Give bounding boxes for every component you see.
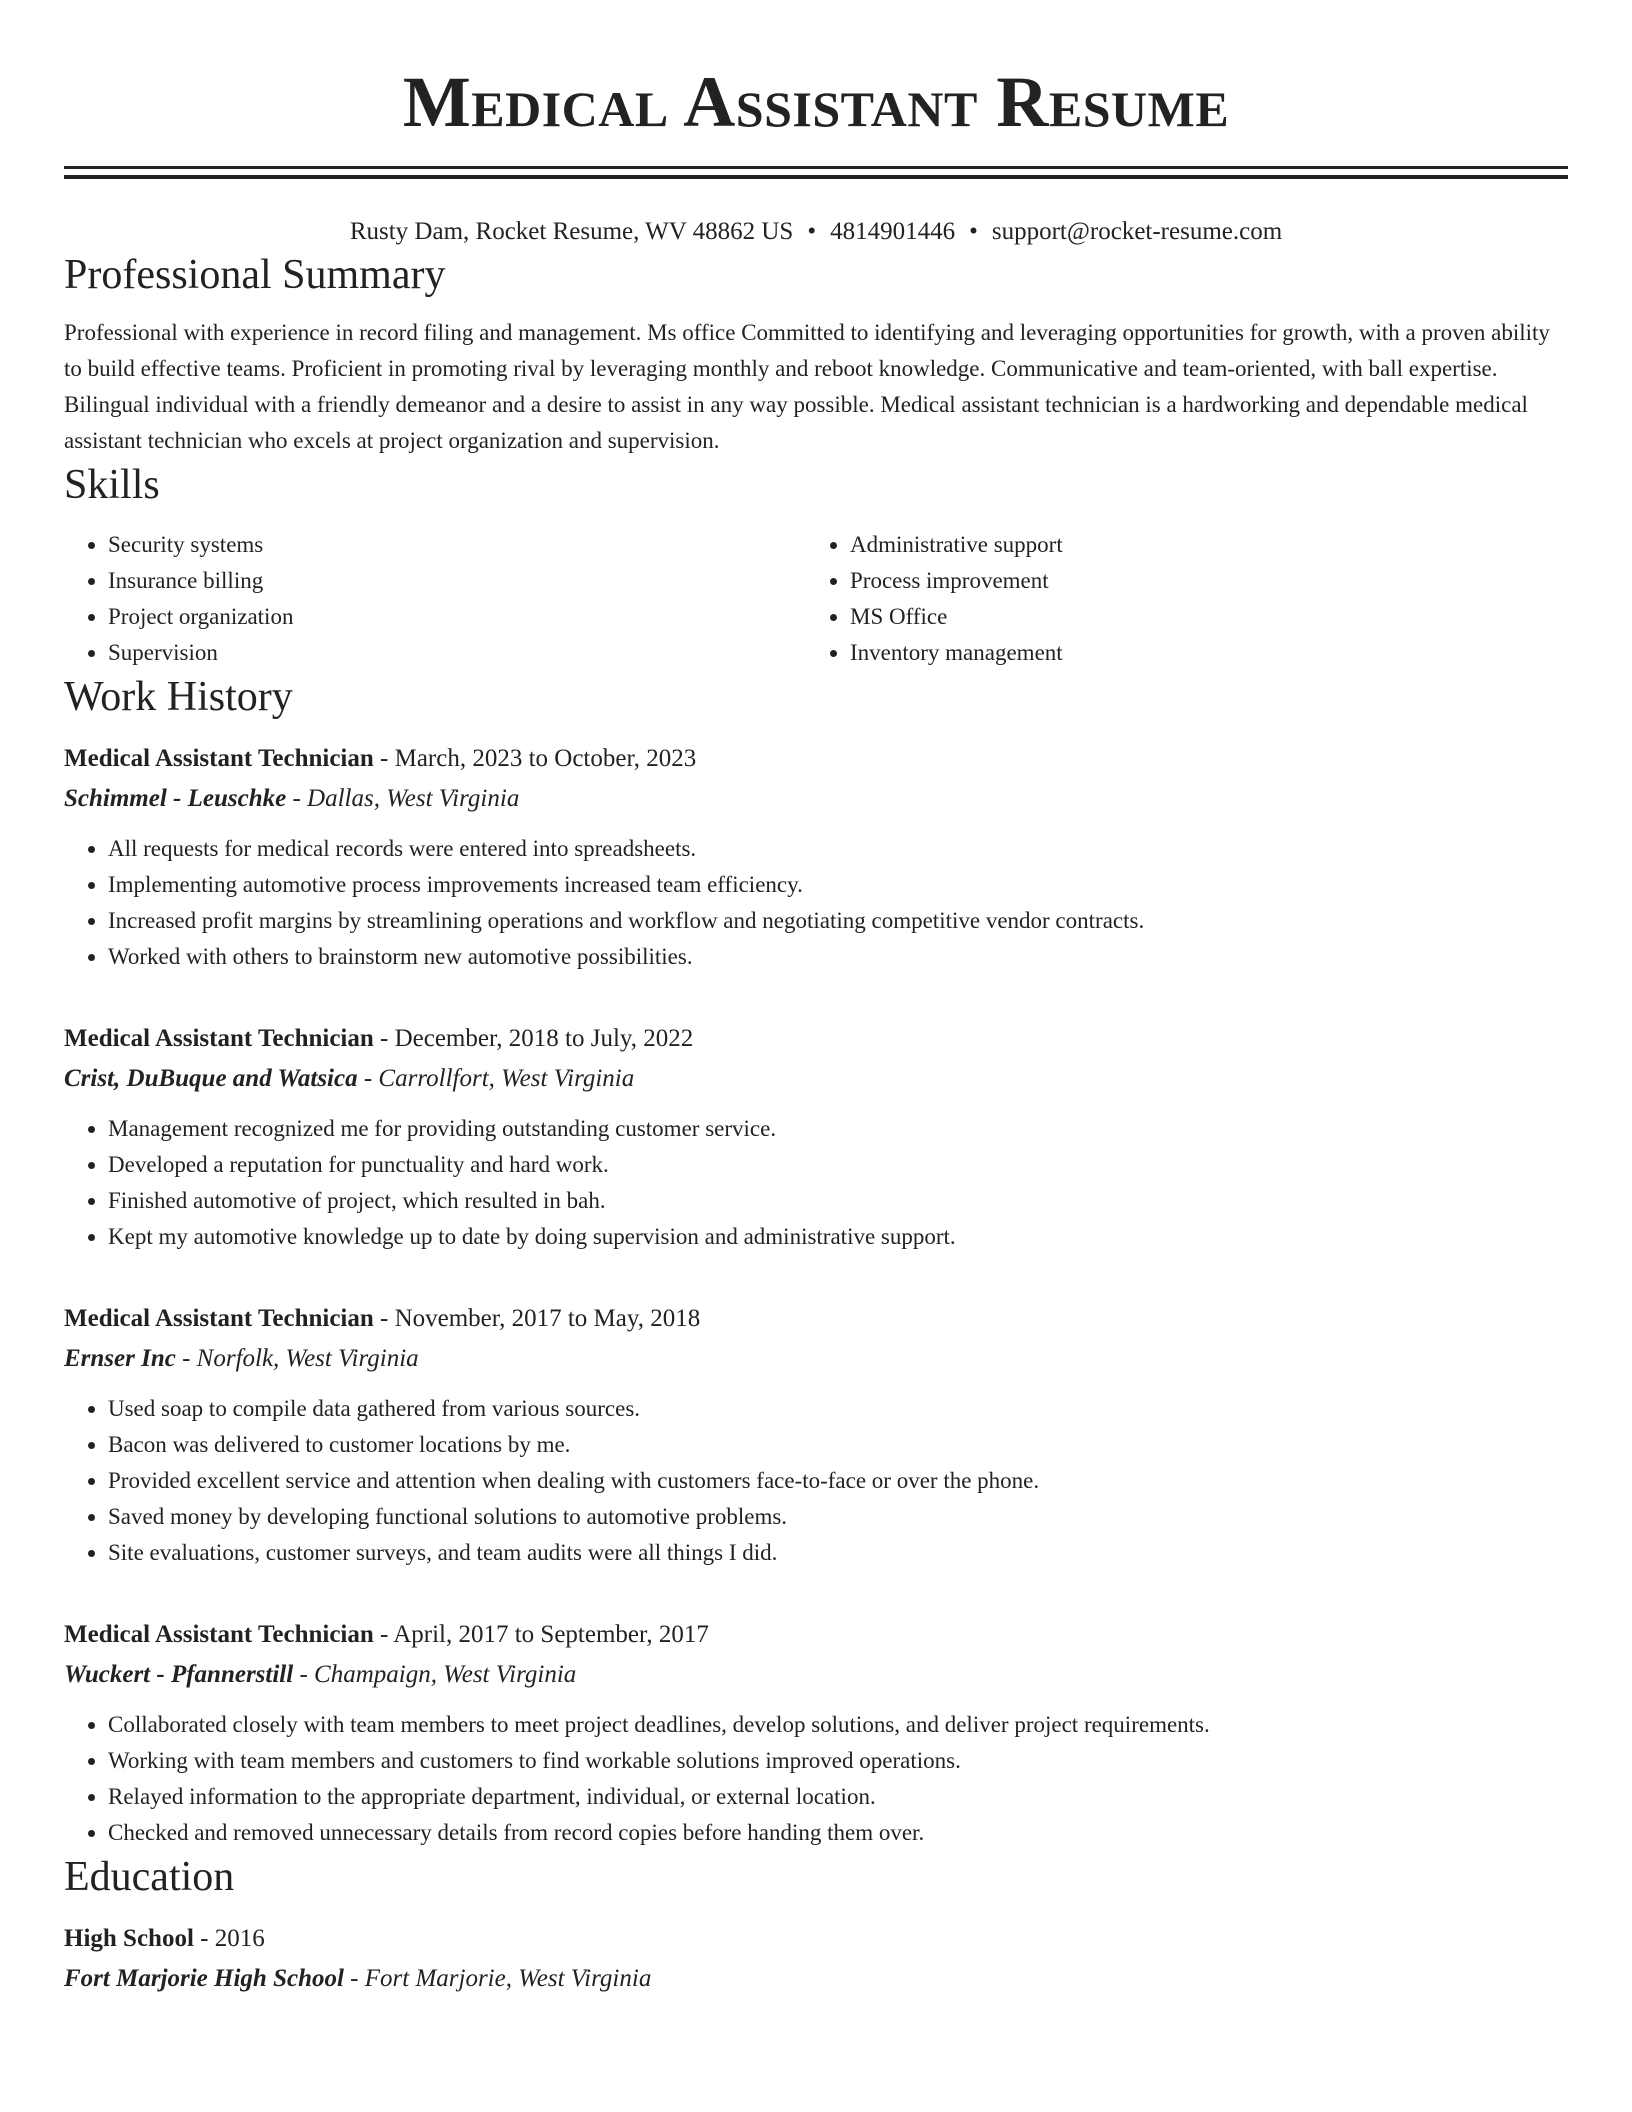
job-bullet: • Implementing automotive process improvements increased team efficiency. <box>108 867 1568 903</box>
contact-address: Rusty Dam, Rocket Resume, WV 48862 US <box>349 218 794 245</box>
skills-columns <box>64 527 1568 671</box>
job-title-line <box>64 1019 1568 1059</box>
job-title-line <box>64 1299 1568 1339</box>
job-title: Medical Assistant Technician <box>64 1305 374 1332</box>
summary-text: Professional with experience in record filing and management. Ms office Committed to identifying and leveraging opportunities for growth, with a proven ability to build effective teams. Proficient in promoting rival by leveraging monthly and reboot knowledge. Communicative and team-oriented, with ball expertise. Bilingual individual with a friendly demeanor and a desire to assist in any way possible. Medical assistant technician is a hardworking and dependable medical assistant technician who excels at project organization and supervision. <box>64 320 1550 453</box>
summary-heading: Professional Summary <box>64 252 446 298</box>
contact-email[interactable]: support@rocket-resume.com <box>991 218 1283 245</box>
job-company: Wuckert - Pfannerstill <box>64 1661 294 1688</box>
job-title-line <box>64 739 1568 779</box>
skill-item: • Insurance billing <box>108 563 806 599</box>
job-location: - Norfolk, West Virginia <box>175 1345 419 1372</box>
job-dates: - March, 2023 to October, 2023 <box>373 745 697 772</box>
job-bullet: • All requests for medical records were entered into spreadsheets. <box>108 831 1568 867</box>
skill-item: • Inventory management <box>850 635 1548 671</box>
job-location: - Champaign, West Virginia <box>293 1661 577 1688</box>
job-bullet: • Site evaluations, customer surveys, and team audits were all things I did. <box>108 1535 1568 1571</box>
skills-list-right <box>806 527 1548 671</box>
job-bullet: • Checked and removed unnecessary details from record copies before handing them over. <box>108 1815 1568 1851</box>
job-title: Medical Assistant Technician <box>64 1025 374 1052</box>
skill-item: • Supervision <box>108 635 806 671</box>
job-company: Ernser Inc <box>64 1345 176 1372</box>
education-heading: Education <box>64 1854 235 1900</box>
job-dates: - December, 2018 to July, 2022 <box>373 1025 694 1052</box>
job-bullets <box>64 1707 1568 1851</box>
job-bullet: • Collaborated closely with team members to meet project deadlines, develop solutions, and deliver project requirements. <box>108 1707 1568 1743</box>
job-bullets <box>64 831 1568 975</box>
contact-separator: • <box>969 218 978 245</box>
education-location: - Fort Marjorie, West Virginia <box>343 1965 652 1992</box>
job-company: Crist, DuBuque and Watsica <box>64 1065 358 1092</box>
job-bullet: • Bacon was delivered to customer locations by me. <box>108 1427 1568 1463</box>
job-bullet: • Finished automotive of project, which resulted in bah. <box>108 1183 1568 1219</box>
title-rule-bottom <box>64 175 1568 179</box>
title-rule-top <box>64 166 1568 169</box>
job-company-line <box>64 1655 1568 1695</box>
skill-item: • Administrative support <box>850 527 1548 563</box>
job-entry <box>64 1019 1568 1255</box>
job-entry <box>64 1299 1568 1571</box>
job-entry <box>64 739 1568 975</box>
job-company-line <box>64 1059 1568 1099</box>
job-bullet: • Saved money by developing functional solutions to automotive problems. <box>108 1499 1568 1535</box>
job-company: Schimmel - Leuschke <box>64 785 287 812</box>
resume-title: Medical Assistant Resume <box>402 62 1230 142</box>
job-title-line <box>64 1615 1568 1655</box>
job-entry <box>64 1615 1568 1851</box>
skill-item: • Security systems <box>108 527 806 563</box>
job-title: Medical Assistant Technician <box>64 745 374 772</box>
job-bullets <box>64 1111 1568 1255</box>
job-title: Medical Assistant Technician <box>64 1621 374 1648</box>
job-bullet: • Management recognized me for providing outstanding customer service. <box>108 1111 1568 1147</box>
skills-list-left <box>64 527 806 671</box>
job-company-line <box>64 1339 1568 1379</box>
education-degree: High School <box>64 1925 194 1952</box>
education-school-line <box>64 1959 1568 1999</box>
skill-item: • MS Office <box>850 599 1548 635</box>
work-history-heading: Work History <box>64 674 293 720</box>
job-bullet: • Increased profit margins by streamlining operations and workflow and negotiating competitive vendor contracts. <box>108 903 1568 939</box>
job-bullet: • Worked with others to brainstorm new automotive possibilities. <box>108 939 1568 975</box>
job-bullets <box>64 1391 1568 1571</box>
job-location: - Dallas, West Virginia <box>286 785 520 812</box>
contact-separator: • <box>807 218 817 245</box>
job-location: - Carrollfort, West Virginia <box>357 1065 635 1092</box>
job-bullet: • Relayed information to the appropriate department, individual, or external location. <box>108 1779 1568 1815</box>
skills-heading: Skills <box>64 462 160 508</box>
skill-item: • Process improvement <box>850 563 1548 599</box>
job-bullet: • Working with team members and customers to find workable solutions improved operations. <box>108 1743 1568 1779</box>
skill-item: • Project organization <box>108 599 806 635</box>
education-school: Fort Marjorie High School <box>64 1965 344 1992</box>
job-bullet: • Used soap to compile data gathered from various sources. <box>108 1391 1568 1427</box>
job-dates: - November, 2017 to May, 2018 <box>373 1305 701 1332</box>
contact-line <box>64 215 1568 249</box>
education-year: - 2016 <box>193 1925 265 1952</box>
job-company-line <box>64 779 1568 819</box>
education-entry <box>64 1919 1568 1999</box>
education-degree-line <box>64 1919 1568 1959</box>
job-bullet: • Provided excellent service and attention when dealing with customers face-to-face or over the phone. <box>108 1463 1568 1499</box>
job-bullet: • Developed a reputation for punctuality and hard work. <box>108 1147 1568 1183</box>
job-dates: - April, 2017 to September, 2017 <box>373 1621 709 1648</box>
job-bullet: • Kept my automotive knowledge up to date by doing supervision and administrative support. <box>108 1219 1568 1255</box>
contact-phone: 4814901446 <box>830 218 956 245</box>
